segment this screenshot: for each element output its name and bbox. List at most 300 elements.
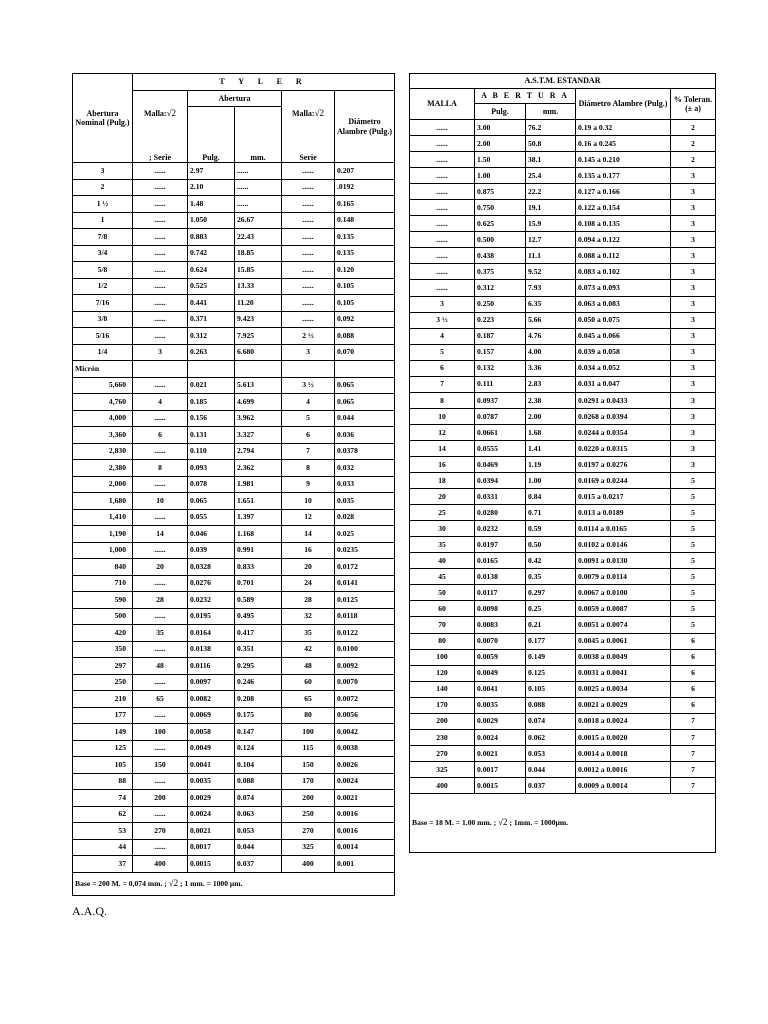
tyler-mm-cell: 0.063 bbox=[235, 806, 282, 823]
astm-diametro-cell: 0.135 a 0.177 bbox=[576, 168, 671, 184]
astm-pulg-cell: 0.0937 bbox=[475, 392, 526, 408]
tyler-malla-cell: ...... bbox=[133, 674, 188, 691]
tyler-pulg-cell: 0.525 bbox=[188, 278, 235, 295]
tyler-nominal-cell: 53 bbox=[73, 823, 133, 840]
tyler-mm-cell: 0.104 bbox=[235, 757, 282, 774]
tyler-malla2-cell: 9 bbox=[282, 476, 335, 493]
astm-diametro-cell: 0.0014 a 0.0018 bbox=[576, 745, 671, 761]
tyler-mm-cell: 0.295 bbox=[235, 658, 282, 675]
tyler-malla2-cell: 24 bbox=[282, 575, 335, 592]
tyler-malla-cell: ...... bbox=[133, 740, 188, 757]
tyler-nominal-cell: 840 bbox=[73, 559, 133, 576]
astm-diametro-cell: 0.0015 a 0.0020 bbox=[576, 729, 671, 745]
tyler-micron-data-row bbox=[73, 526, 395, 543]
tyler-diametro-cell: 0.0125 bbox=[335, 592, 395, 609]
astm-pulg-cell: 2.00 bbox=[475, 136, 526, 152]
tyler-diametro-cell: 0.035 bbox=[335, 493, 395, 510]
tyler-mm-cell: 4.699 bbox=[235, 394, 282, 411]
tyler-malla2-label: Malla: bbox=[291, 109, 315, 119]
astm-row bbox=[410, 489, 716, 505]
astm-malla-cell: ...... bbox=[410, 184, 475, 200]
tyler-malla-cell: ...... bbox=[133, 443, 188, 460]
astm-pulg-cell: 0.0280 bbox=[475, 505, 526, 521]
astm-pulg-cell: 0.0021 bbox=[475, 745, 526, 761]
tyler-malla2-cell: ...... bbox=[282, 196, 335, 213]
tyler-nominal-cell: 5,660 bbox=[73, 377, 133, 394]
astm-toleran-cell: 3 bbox=[671, 376, 716, 392]
tyler-micron-data-row bbox=[73, 707, 395, 724]
tyler-malla-cell: 48 bbox=[133, 658, 188, 675]
tyler-diametro-cell: 0.001 bbox=[335, 856, 395, 873]
tyler-pulg-cell: 2.97 bbox=[188, 163, 235, 180]
astm-row bbox=[410, 681, 716, 697]
tyler-malla2-cell: ...... bbox=[282, 311, 335, 328]
astm-malla-cell: ...... bbox=[410, 136, 475, 152]
tyler-base-b: ; 1 mm. = 1000 μm. bbox=[180, 879, 243, 888]
tyler-mm-cell: 0.124 bbox=[235, 740, 282, 757]
tyler-pulg-cell: 0.263 bbox=[188, 344, 235, 361]
tyler-malla2-cell: ...... bbox=[282, 295, 335, 312]
tyler-pulg-cell: 0.0276 bbox=[188, 575, 235, 592]
astm-toleran-cell: 5 bbox=[671, 601, 716, 617]
tyler-mm-cell: 18.85 bbox=[235, 245, 282, 262]
tyler-malla2-cell: 80 bbox=[282, 707, 335, 724]
tyler-malla2-cell: 32 bbox=[282, 608, 335, 625]
tyler-mm-cell: 9.423 bbox=[235, 311, 282, 328]
tyler-diametro-cell: 0.0072 bbox=[335, 691, 395, 708]
astm-toleran-cell: 5 bbox=[671, 489, 716, 505]
tyler-pulg-cell: 0.441 bbox=[188, 295, 235, 312]
astm-mm-cell: 38.1 bbox=[526, 152, 576, 168]
tyler-pulg-cell: 0.0021 bbox=[188, 823, 235, 840]
astm-diametro-cell: 0.0079 a 0.0114 bbox=[576, 569, 671, 585]
astm-row bbox=[410, 729, 716, 745]
tyler-malla2-cell: 4 bbox=[282, 394, 335, 411]
tyler-diametro-cell: 0.092 bbox=[335, 311, 395, 328]
tyler-pulg-cell: 0.0116 bbox=[188, 658, 235, 675]
astm-toleran-cell: 3 bbox=[671, 456, 716, 472]
tyler-micron-data-row bbox=[73, 509, 395, 526]
astm-toleran-cell: 3 bbox=[671, 232, 716, 248]
astm-malla-cell: ...... bbox=[410, 152, 475, 168]
tyler-malla2-cell: 12 bbox=[282, 509, 335, 526]
tyler-malla-cell: 20 bbox=[133, 559, 188, 576]
sqrt2-symbol-astm: √2 bbox=[498, 817, 508, 828]
tyler-malla2-cell: ...... bbox=[282, 179, 335, 196]
astm-toleran-cell: 3 bbox=[671, 168, 716, 184]
astm-diametro-cell: 0.127 a 0.166 bbox=[576, 184, 671, 200]
tyler-diametro-cell: 0.0100 bbox=[335, 641, 395, 658]
astm-diametro-cell: 0.094 a 0.122 bbox=[576, 232, 671, 248]
tyler-pulg-cell: 0.0058 bbox=[188, 724, 235, 741]
astm-mm-cell: 0.149 bbox=[526, 649, 576, 665]
astm-mm-cell: 2.00 bbox=[526, 408, 576, 424]
astm-diametro-cell: 0.063 a 0.083 bbox=[576, 296, 671, 312]
astm-malla-cell: 30 bbox=[410, 521, 475, 537]
astm-diametro-cell: 0.034 a 0.052 bbox=[576, 360, 671, 376]
tyler-empty-cell bbox=[235, 361, 282, 378]
astm-pulg-cell: 0.250 bbox=[475, 296, 526, 312]
tyler-malla2-cell: 6 bbox=[282, 427, 335, 444]
tyler-malla-cell: 14 bbox=[133, 526, 188, 543]
astm-mm-cell: 4.76 bbox=[526, 328, 576, 344]
tyler-nominal-cell: 5/16 bbox=[73, 328, 133, 345]
astm-toleran-cell: 5 bbox=[671, 505, 716, 521]
astm-diametro-cell: 0.0018 a 0.0024 bbox=[576, 713, 671, 729]
astm-row bbox=[410, 312, 716, 328]
tyler-diametro-cell: 0.105 bbox=[335, 278, 395, 295]
tyler-malla-cell: ...... bbox=[133, 278, 188, 295]
tyler-nominal-cell: 5/8 bbox=[73, 262, 133, 279]
tyler-nominal-cell: 1,680 bbox=[73, 493, 133, 510]
astm-row bbox=[410, 665, 716, 681]
tyler-pulg-cell: 0.0041 bbox=[188, 757, 235, 774]
astm-pulg-cell: 0.0083 bbox=[475, 617, 526, 633]
astm-diametro-cell: 0.039 a 0.058 bbox=[576, 344, 671, 360]
tyler-malla-cell: ...... bbox=[133, 163, 188, 180]
tyler-malla-cell: ...... bbox=[133, 245, 188, 262]
astm-toleran-cell: 3 bbox=[671, 312, 716, 328]
tyler-malla-cell: 200 bbox=[133, 790, 188, 807]
astm-pulg-cell: 3.00 bbox=[475, 120, 526, 136]
astm-diametro-cell: 0.050 a 0.075 bbox=[576, 312, 671, 328]
tyler-pulg-cell: 0.055 bbox=[188, 509, 235, 526]
tyler-malla2-cell: 100 bbox=[282, 724, 335, 741]
astm-toleran-cell: 3 bbox=[671, 408, 716, 424]
astm-diametro-cell: 0.083 a 0.102 bbox=[576, 264, 671, 280]
astm-toleran-cell: 5 bbox=[671, 585, 716, 601]
astm-pulg-cell: 0.750 bbox=[475, 200, 526, 216]
tyler-mm-cell: 2.794 bbox=[235, 443, 282, 460]
astm-toleran-cell: 5 bbox=[671, 617, 716, 633]
tyler-malla-cell: ...... bbox=[133, 773, 188, 790]
tyler-malla2-cell: 325 bbox=[282, 839, 335, 856]
tyler-diametro-cell: 0.165 bbox=[335, 196, 395, 213]
tyler-malla-cell: 10 bbox=[133, 493, 188, 510]
astm-pulg-cell: 0.157 bbox=[475, 344, 526, 360]
tyler-diametro-cell: 0.0118 bbox=[335, 608, 395, 625]
tyler-mm-cell: ...... bbox=[235, 163, 282, 180]
astm-mm-cell: 6.35 bbox=[526, 296, 576, 312]
tyler-row bbox=[73, 344, 395, 361]
tyler-nominal-cell: 4,760 bbox=[73, 394, 133, 411]
astm-diametro-cell: 0.122 a 0.154 bbox=[576, 200, 671, 216]
astm-row bbox=[410, 280, 716, 296]
tyler-row bbox=[73, 179, 395, 196]
astm-pulg-cell: 0.500 bbox=[475, 232, 526, 248]
tyler-pulg-cell: 0.0097 bbox=[188, 674, 235, 691]
astm-pulg-cell: 0.0394 bbox=[475, 473, 526, 489]
tyler-row bbox=[73, 295, 395, 312]
tyler-nominal-cell: 1,190 bbox=[73, 526, 133, 543]
tyler-pulg-cell: 0.078 bbox=[188, 476, 235, 493]
astm-toleran-cell: 7 bbox=[671, 729, 716, 745]
astm-pulg-cell: 1.00 bbox=[475, 168, 526, 184]
astm-mm-cell: 0.71 bbox=[526, 505, 576, 521]
tyler-micron-data-row bbox=[73, 757, 395, 774]
tyler-malla-cell: 8 bbox=[133, 460, 188, 477]
astm-mm-cell: 0.50 bbox=[526, 537, 576, 553]
tyler-malla-cell: ...... bbox=[133, 707, 188, 724]
tyler-diametro-cell: 0.036 bbox=[335, 427, 395, 444]
astm-diametro-cell: 0.0114 a 0.0165 bbox=[576, 521, 671, 537]
tyler-malla-cell: ...... bbox=[133, 410, 188, 427]
tyler-pulg-cell: 0.0082 bbox=[188, 691, 235, 708]
astm-pulg-cell: 0.111 bbox=[475, 376, 526, 392]
tyler-nominal-cell: 7/8 bbox=[73, 229, 133, 246]
astm-mm-cell: 1.41 bbox=[526, 440, 576, 456]
astm-mm-cell: 0.074 bbox=[526, 713, 576, 729]
astm-pulg-cell: 0.0469 bbox=[475, 456, 526, 472]
tyler-diametro-cell: 0.0021 bbox=[335, 790, 395, 807]
tyler-malla-cell: ...... bbox=[133, 212, 188, 229]
astm-row bbox=[410, 440, 716, 456]
tyler-malla-header bbox=[133, 91, 188, 163]
tyler-malla2-cell: ...... bbox=[282, 163, 335, 180]
astm-mm-cell: 0.037 bbox=[526, 777, 576, 793]
astm-malla-cell: 100 bbox=[410, 649, 475, 665]
astm-mm-cell: 2.83 bbox=[526, 376, 576, 392]
astm-pulg-cell: 0.375 bbox=[475, 264, 526, 280]
astm-toleran-cell: 3 bbox=[671, 392, 716, 408]
astm-malla-cell: 3 bbox=[410, 296, 475, 312]
tyler-malla-cell: ...... bbox=[133, 608, 188, 625]
tyler-mm-cell: 0.074 bbox=[235, 790, 282, 807]
tyler-mm-cell: 3.327 bbox=[235, 427, 282, 444]
astm-mm-cell: 0.35 bbox=[526, 569, 576, 585]
tyler-malla-cell: ...... bbox=[133, 262, 188, 279]
tyler-diametro-cell: 0.120 bbox=[335, 262, 395, 279]
tyler-mm-cell: 0.351 bbox=[235, 641, 282, 658]
tyler-diametro-cell: 0.025 bbox=[335, 526, 395, 543]
tyler-malla2-cell: 7 bbox=[282, 443, 335, 460]
astm-pulg-cell: 0.0017 bbox=[475, 761, 526, 777]
astm-mm-cell: 0.84 bbox=[526, 489, 576, 505]
tyler-nominal-cell: 250 bbox=[73, 674, 133, 691]
tyler-row bbox=[73, 311, 395, 328]
astm-malla-cell: 400 bbox=[410, 777, 475, 793]
tyler-nominal-cell: 44 bbox=[73, 839, 133, 856]
tyler-pulg-header: Pulg. bbox=[188, 107, 235, 163]
astm-pulg-cell: 0.875 bbox=[475, 184, 526, 200]
tyler-mm-cell: 0.589 bbox=[235, 592, 282, 609]
astm-malla-cell: 45 bbox=[410, 569, 475, 585]
tyler-pulg-cell: 0.0024 bbox=[188, 806, 235, 823]
tyler-mm-cell: 0.991 bbox=[235, 542, 282, 559]
tyler-pulg-cell: 0.0164 bbox=[188, 625, 235, 642]
astm-pulg-cell: 0.625 bbox=[475, 216, 526, 232]
tyler-nominal-cell: 74 bbox=[73, 790, 133, 807]
astm-mm-cell: 0.105 bbox=[526, 681, 576, 697]
tyler-malla2-cell: 270 bbox=[282, 823, 335, 840]
tyler-nominal-cell: 1/4 bbox=[73, 344, 133, 361]
astm-malla-header: MALLA bbox=[410, 89, 475, 120]
tyler-malla2-cell: 8 bbox=[282, 460, 335, 477]
tyler-diametro-cell: 0.105 bbox=[335, 295, 395, 312]
astm-pulg-cell: 0.0165 bbox=[475, 553, 526, 569]
astm-pulg-cell: 1.50 bbox=[475, 152, 526, 168]
astm-mm-cell: 19.1 bbox=[526, 200, 576, 216]
tyler-micron-data-row bbox=[73, 674, 395, 691]
astm-row bbox=[410, 296, 716, 312]
tyler-micron-data-row bbox=[73, 724, 395, 741]
astm-mm-cell: 22.2 bbox=[526, 184, 576, 200]
tyler-nominal-cell: 177 bbox=[73, 707, 133, 724]
tyler-nominal-cell: 3,360 bbox=[73, 427, 133, 444]
astm-mm-cell: 0.125 bbox=[526, 665, 576, 681]
tyler-pulg-cell: 0.156 bbox=[188, 410, 235, 427]
tyler-malla2-cell: 10 bbox=[282, 493, 335, 510]
astm-diametro-cell: 0.0059 a 0.0087 bbox=[576, 601, 671, 617]
astm-toleran-cell: 2 bbox=[671, 120, 716, 136]
tyler-pulg-cell: 0.131 bbox=[188, 427, 235, 444]
tyler-pulg-cell: 0.021 bbox=[188, 377, 235, 394]
tyler-serie-label: ; Serie bbox=[149, 152, 171, 162]
tyler-malla2-cell: 115 bbox=[282, 740, 335, 757]
astm-diametro-cell: 0.0067 a 0.0100 bbox=[576, 585, 671, 601]
tyler-nominal-header: Abertura Nominal (Pulg.) bbox=[73, 74, 133, 163]
astm-mm-cell: 0.177 bbox=[526, 633, 576, 649]
astm-diametro-cell: 0.015 a 0.0217 bbox=[576, 489, 671, 505]
astm-malla-cell: 270 bbox=[410, 745, 475, 761]
tyler-diametro-cell: 0.0014 bbox=[335, 839, 395, 856]
astm-toleran-cell: 7 bbox=[671, 777, 716, 793]
tyler-mm-cell: 0.147 bbox=[235, 724, 282, 741]
tyler-pulg-cell: 0.039 bbox=[188, 542, 235, 559]
tyler-nominal-cell: 105 bbox=[73, 757, 133, 774]
tyler-malla-cell: ...... bbox=[133, 295, 188, 312]
tyler-micron-data-row bbox=[73, 427, 395, 444]
astm-pulg-cell: 0.132 bbox=[475, 360, 526, 376]
astm-mm-cell: 0.062 bbox=[526, 729, 576, 745]
tyler-mm-cell: 26.67 bbox=[235, 212, 282, 229]
tyler-diametro-cell: 0.148 bbox=[335, 212, 395, 229]
astm-mm-cell: 0.044 bbox=[526, 761, 576, 777]
astm-toleran-cell: 3 bbox=[671, 264, 716, 280]
astm-diametro-cell: 0.108 a 0.135 bbox=[576, 216, 671, 232]
tyler-empty-cell bbox=[133, 361, 188, 378]
astm-diametro-cell: 0.031 a 0.047 bbox=[576, 376, 671, 392]
astm-pulg-header: Pulg. bbox=[475, 104, 526, 120]
astm-diametro-cell: 0.0268 a 0.0394 bbox=[576, 408, 671, 424]
astm-malla-cell: 7 bbox=[410, 376, 475, 392]
astm-mm-cell: 0.088 bbox=[526, 697, 576, 713]
tyler-pulg-cell: 0.110 bbox=[188, 443, 235, 460]
astm-malla-cell: 35 bbox=[410, 537, 475, 553]
tyler-mm-cell: 0.044 bbox=[235, 839, 282, 856]
tyler-base-row bbox=[73, 872, 395, 895]
astm-toleran-cell: 3 bbox=[671, 200, 716, 216]
tyler-diametro-cell: 0.065 bbox=[335, 394, 395, 411]
tyler-malla-cell: 28 bbox=[133, 592, 188, 609]
astm-mm-cell: 0.25 bbox=[526, 601, 576, 617]
astm-row bbox=[410, 601, 716, 617]
tyler-malla-cell: ...... bbox=[133, 179, 188, 196]
sqrt2-symbol-2: √2 bbox=[314, 108, 325, 119]
tyler-malla2-cell: 250 bbox=[282, 806, 335, 823]
tyler-malla2-cell: 3 ½ bbox=[282, 377, 335, 394]
astm-row bbox=[410, 232, 716, 248]
tyler-diametro-cell: 0.0070 bbox=[335, 674, 395, 691]
tyler-pulg-cell: 0.0195 bbox=[188, 608, 235, 625]
tyler-nominal-cell: 420 bbox=[73, 625, 133, 642]
astm-toleran-cell: 3 bbox=[671, 184, 716, 200]
astm-mm-cell: 0.42 bbox=[526, 553, 576, 569]
astm-mm-cell: 0.21 bbox=[526, 617, 576, 633]
tyler-micron-data-row bbox=[73, 608, 395, 625]
tyler-malla2-cell: 60 bbox=[282, 674, 335, 691]
tyler-nominal-cell: 350 bbox=[73, 641, 133, 658]
astm-toleran-cell: 5 bbox=[671, 569, 716, 585]
tyler-malla-cell: ...... bbox=[133, 542, 188, 559]
tyler-diametro-cell: 0.070 bbox=[335, 344, 395, 361]
tyler-pulg-cell: 0.312 bbox=[188, 328, 235, 345]
tyler-malla2-cell: 28 bbox=[282, 592, 335, 609]
astm-row bbox=[410, 120, 716, 136]
tyler-malla2-cell: 170 bbox=[282, 773, 335, 790]
tyler-pulg-cell: 0.046 bbox=[188, 526, 235, 543]
tyler-pulg-cell: 2.10 bbox=[188, 179, 235, 196]
astm-diametro-cell: 0.16 a 0.245 bbox=[576, 136, 671, 152]
tyler-malla-cell: ...... bbox=[133, 311, 188, 328]
astm-row bbox=[410, 521, 716, 537]
astm-malla-cell: ...... bbox=[410, 216, 475, 232]
astm-row bbox=[410, 713, 716, 729]
tyler-malla-cell: ...... bbox=[133, 377, 188, 394]
tyler-mm-cell: 0.175 bbox=[235, 707, 282, 724]
astm-mm-cell: 5.66 bbox=[526, 312, 576, 328]
tyler-title: T Y L E R bbox=[133, 74, 395, 91]
astm-diametro-cell: 0.0220 a 0.0315 bbox=[576, 440, 671, 456]
astm-malla-cell: 10 bbox=[410, 408, 475, 424]
astm-diametro-cell: 0.0025 a 0.0034 bbox=[576, 681, 671, 697]
tyler-mm-cell: 15.85 bbox=[235, 262, 282, 279]
tyler-row bbox=[73, 196, 395, 213]
astm-toleran-cell: 3 bbox=[671, 296, 716, 312]
astm-pulg-cell: 0.0024 bbox=[475, 729, 526, 745]
astm-malla-cell: ...... bbox=[410, 232, 475, 248]
tyler-mm-cell: 3.962 bbox=[235, 410, 282, 427]
tyler-malla-cell: 3 bbox=[133, 344, 188, 361]
tyler-pulg-cell: 0.0017 bbox=[188, 839, 235, 856]
tyler-malla-cell: ...... bbox=[133, 839, 188, 856]
tyler-mm-cell: 0.088 bbox=[235, 773, 282, 790]
astm-diametro-cell: 0.0038 a 0.0049 bbox=[576, 649, 671, 665]
astm-malla-cell: 25 bbox=[410, 505, 475, 521]
astm-diametro-cell: 0.0244 a 0.0354 bbox=[576, 424, 671, 440]
tyler-diametro-cell: 0.135 bbox=[335, 245, 395, 262]
tyler-micron-data-row bbox=[73, 394, 395, 411]
astm-toleran-cell: 6 bbox=[671, 697, 716, 713]
tyler-diametro-cell: 0.0122 bbox=[335, 625, 395, 642]
astm-row bbox=[410, 376, 716, 392]
astm-diametro-cell: 0.088 a 0.112 bbox=[576, 248, 671, 264]
astm-table-body bbox=[410, 74, 716, 853]
tyler-nominal-cell: 7/16 bbox=[73, 295, 133, 312]
tyler-diametro-cell: .0192 bbox=[335, 179, 395, 196]
tyler-nominal-cell: 3/8 bbox=[73, 311, 133, 328]
astm-pulg-cell: 0.0015 bbox=[475, 777, 526, 793]
astm-mm-cell: 1.00 bbox=[526, 473, 576, 489]
tyler-micron-data-row bbox=[73, 806, 395, 823]
tyler-mm-cell: ...... bbox=[235, 179, 282, 196]
astm-mm-cell: 3.36 bbox=[526, 360, 576, 376]
tyler-mm-cell: 5.613 bbox=[235, 377, 282, 394]
tyler-malla2-cell: ...... bbox=[282, 212, 335, 229]
astm-diametro-cell: 0.0051 a 0.0074 bbox=[576, 617, 671, 633]
astm-toleran-cell: 6 bbox=[671, 649, 716, 665]
astm-pulg-cell: 0.0331 bbox=[475, 489, 526, 505]
